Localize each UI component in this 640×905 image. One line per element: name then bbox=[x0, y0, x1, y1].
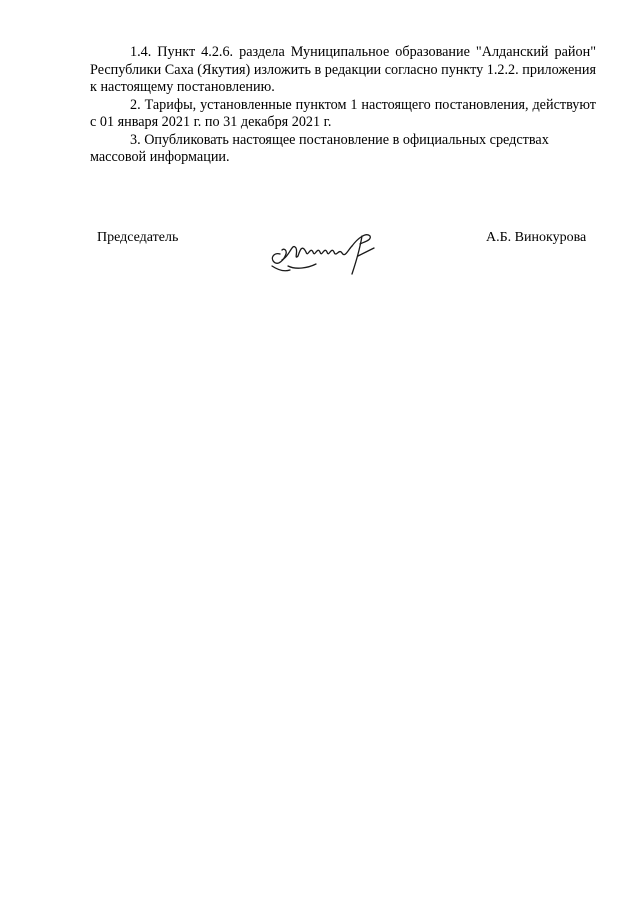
paragraph-3: 3. Опубликовать настоящее постановление в официальных средствах массовой информации. bbox=[90, 131, 549, 165]
handwritten-signature bbox=[266, 226, 382, 280]
paragraph-1-4: 1.4. Пункт 4.2.6. раздела Муниципальное образование "Алданский район" Республики Саха (Якутия) изложить в редакции согласно пункту 1.2.2. приложения к настоящему постановлению. bbox=[90, 44, 596, 95]
document-body bbox=[90, 44, 596, 167]
signature-block bbox=[0, 226, 640, 286]
signatory-name: А.Б. Винокурова bbox=[486, 230, 587, 245]
signatory-title: Председатель bbox=[97, 230, 179, 245]
paragraph-2: 2. Тарифы, установленные пунктом 1 настоящего постановления, действуют с 01 января 2021 г. по 31 декабря 2021 г. bbox=[90, 96, 596, 130]
